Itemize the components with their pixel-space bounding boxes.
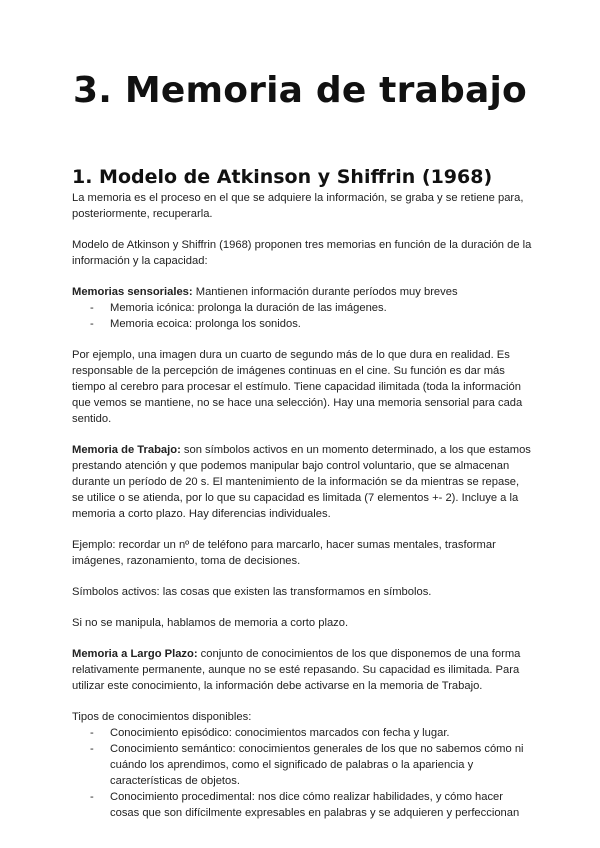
trabajo-example: Ejemplo: recordar un nº de teléfono para marcarlo, hacer sumas mentales, trasformar imágenes, razonamiento, toma de decisiones. [72, 539, 496, 567]
trabajo-paragraph [72, 442, 532, 522]
types-list [72, 725, 532, 821]
trabajo-text: son símbolos activos en un momento determinado, a los que estamos prestando atención y que podemos manipular bajo control voluntario, que se almacenan durante un período de 20 s. El mantenimiento de la información se da mientras se repase, se utilice o se atienda, por lo que su capacidad es limitada (7 elementos +- 2). Incluye a la memoria a corto plazo. Hay diferencias individuales. [72, 444, 531, 520]
trabajo-short: Si no se manipula, hablamos de memoria a corto plazo. [72, 617, 349, 629]
sensorial-list [72, 300, 532, 332]
types-label: Tipos de conocimientos disponibles: [72, 711, 252, 723]
list-item: - Conocimiento procedimental: nos dice cómo realizar habilidades, y cómo hacer cosas que son difícilmente expresables en palabras y se adquieren y perfeccionan [72, 789, 532, 821]
document-body [72, 190, 532, 821]
largo-paragraph [72, 646, 532, 694]
list-item: - Conocimiento semántico: conocimientos generales de los que no sabemos cómo ni cuándo los aprendimos, como el significado de palabras o la apariencia y características de objetos. [72, 741, 532, 789]
model-paragraph: Modelo de Atkinson y Shiffrin (1968) proponen tres memorias en función de la duración de la información y la capacidad: [72, 239, 532, 267]
list-item: - Memoria icónica: prolonga la duración de las imágenes. [72, 300, 532, 316]
sensorial-term: Memorias sensoriales: [72, 286, 193, 298]
list-item: - Conocimiento episódico: conocimientos marcados con fecha y lugar. [72, 725, 532, 741]
largo-term: Memoria a Largo Plazo: [72, 648, 198, 660]
sensorial-text: Mantienen información durante períodos muy breves [192, 286, 458, 298]
section-heading: 1. Modelo de Atkinson y Shiffrin (1968) [72, 166, 493, 188]
sensorial-paragraph [72, 284, 532, 300]
trabajo-term: Memoria de Trabajo: [72, 444, 181, 456]
sensorial-example: Por ejemplo, una imagen dura un cuarto de segundo más de lo que dura en realidad. Es responsable de la percepción de imágenes continuas en el cine. Su función es dar más tiempo al cerebro para procesar el estímulo. Tiene capacidad ilimitada (toda la información que vemos se mantiene, no se hace una selección). Hay una memoria sensorial para cada sentido. [72, 349, 523, 425]
page-title: 3. Memoria de trabajo [73, 70, 527, 111]
largo-text: conjunto de conocimientos de los que disponemos de una forma relativamente permanente, aunque no se esté repasando. Su capacidad es ilimitada. Para utilizar este conocimiento, la información debe activarse en la memoria de Trabajo. [72, 648, 521, 692]
intro-paragraph: La memoria es el proceso en el que se adquiere la información, se graba y se retiene para, posteriormente, recuperarla. [72, 192, 524, 220]
list-item: - Memoria ecoica: prolonga los sonidos. [72, 316, 532, 332]
trabajo-symbols: Símbolos activos: las cosas que existen las transformamos en símbolos. [72, 586, 432, 598]
